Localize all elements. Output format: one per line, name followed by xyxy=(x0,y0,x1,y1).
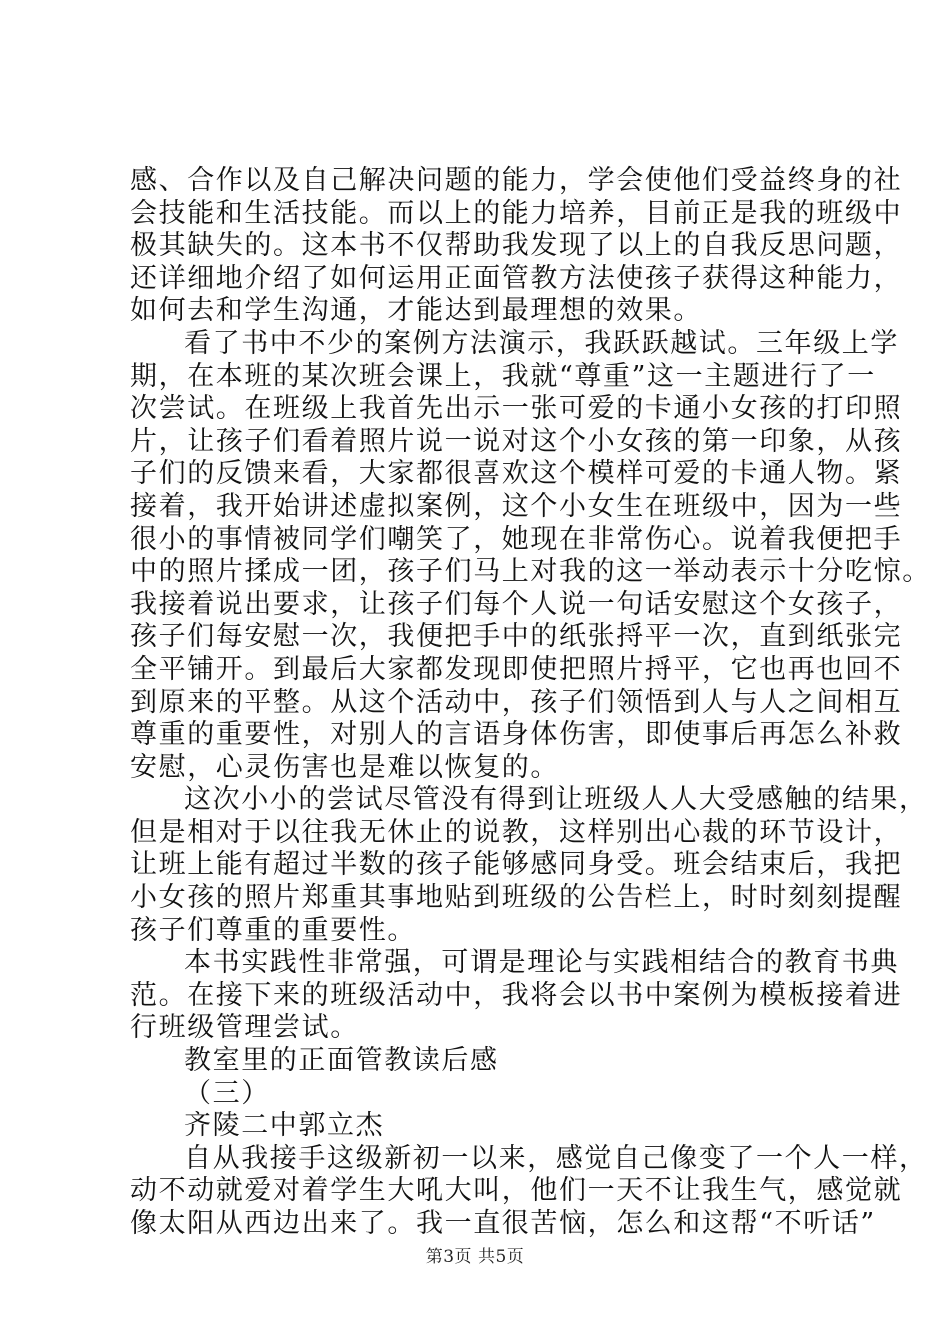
text-line: 这次小小的尝试尽管没有得到让班级人人大受感触的结果， xyxy=(184,784,928,816)
text-line: 小女孩的照片郑重其事地贴到班级的公告栏上，时时刻刻提醒 xyxy=(130,882,903,914)
document-body xyxy=(130,165,931,1241)
text-line: 感、合作以及自己解决问题的能力，学会使他们受益终身的社 xyxy=(130,165,903,196)
text-line: 安慰，心灵伤害也是难以恢复的。 xyxy=(130,751,559,783)
text-line: 到原来的平整。从这个活动中，孩子们领悟到人与人之间相互 xyxy=(130,686,903,718)
text-line: 行班级管理尝试。 xyxy=(130,1012,359,1044)
text-line: 本书实践性非常强，可谓是理论与实践相结合的教育书典 xyxy=(184,947,899,979)
text-line: 期，在本班的某次班会课上，我就“尊重”这一主题进行了一 xyxy=(130,360,876,392)
text-line: 次尝试。在班级上我首先出示一张可爱的卡通小女孩的打印照 xyxy=(130,393,903,425)
text-line: 中的照片揉成一团，孩子们马上对我的这一举动表示十分吃惊。 xyxy=(130,556,931,588)
text-line: 动不动就爱对着学生大吼大叫，他们一天不让我生气，感觉就 xyxy=(130,1175,903,1207)
text-line: 还详细地介绍了如何运用正面管教方法使孩子获得这种能力， xyxy=(130,262,903,294)
text-line: 接着，我开始讲述虚拟案例，这个小女生在班级中，因为一些 xyxy=(130,490,903,522)
text-line: 如何去和学生沟通，才能达到最理想的效果。 xyxy=(130,295,702,327)
text-line: 片，让孩子们看着照片说一说对这个小女孩的第一印象，从孩 xyxy=(130,425,903,457)
text-line: 自从我接手这级新初一以来，感觉自己像变了一个人一样， xyxy=(184,1142,928,1174)
text-line: 孩子们尊重的重要性。 xyxy=(130,914,416,946)
text-line: 很小的事情被同学们嘲笑了，她现在非常伤心。说着我便把手 xyxy=(130,523,903,555)
text-line: 看了书中不少的案例方法演示，我跃跃越试。三年级上学 xyxy=(184,327,899,359)
text-line: 全平铺开。到最后大家都发现即使把照片捋平，它也再也回不 xyxy=(130,653,903,685)
text-line: 像太阳从西边出来了。我一直很苦恼，怎么和这帮“不听话” xyxy=(130,1208,876,1239)
text-line: 齐陵二中郭立杰 xyxy=(184,1110,385,1142)
text-line: 让班上能有超过半数的孩子能够感同身受。班会结束后，我把 xyxy=(130,849,903,881)
text-line: 我接着说出要求，让孩子们每个人说一句话安慰这个女孩子， xyxy=(130,588,903,620)
page-footer: 第3页 共5页 xyxy=(425,1247,525,1267)
text-line: 孩子们每安慰一次，我便把手中的纸张捋平一次，直到纸张完 xyxy=(130,621,903,653)
text-line: 子们的反馈来看，大家都很喜欢这个模样可爱的卡通人物。紧 xyxy=(130,458,903,490)
text-line: 教室里的正面管教读后感 xyxy=(184,1045,499,1077)
text-line: 范。在接下来的班级活动中，我将会以书中案例为模板接着进 xyxy=(130,979,903,1011)
text-line: 尊重的重要性，对别人的言语身体伤害，即使事后再怎么补救 xyxy=(130,719,903,751)
text-line: 但是相对于以往我无休止的说教，这样别出心裁的环节设计， xyxy=(130,816,903,848)
text-line: （三） xyxy=(184,1077,270,1109)
text-line: 极其缺失的。这本书不仅帮助我发现了以上的自我反思问题， xyxy=(130,230,903,262)
text-line: 会技能和生活技能。而以上的能力培养，目前正是我的班级中 xyxy=(130,197,903,229)
